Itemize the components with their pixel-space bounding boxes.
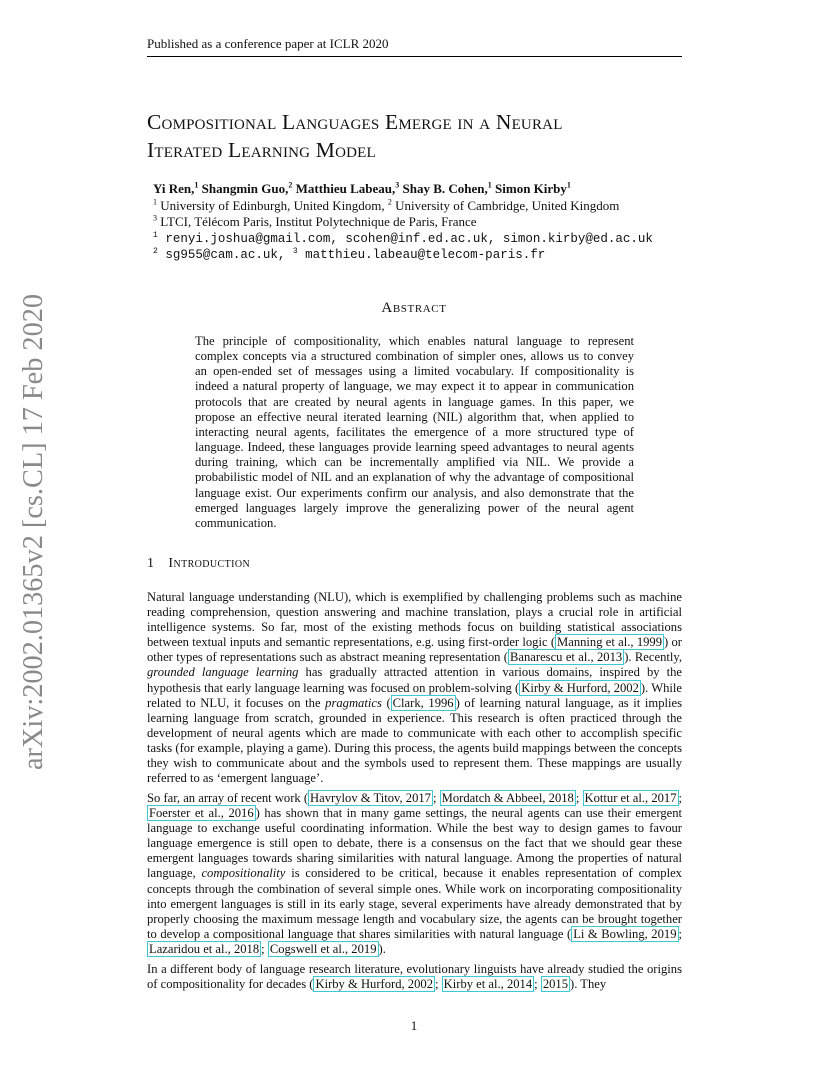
title-line-2: Iterated Learning Model	[147, 138, 376, 162]
abstract-heading: Abstract	[381, 300, 447, 316]
emphasis-text: compositionality	[201, 866, 286, 881]
paragraph-3	[147, 962, 682, 992]
arxiv-stamp	[11, 292, 51, 772]
emphasis-text: pragmatics	[325, 695, 382, 710]
email-text: sg955@cam.ac.uk,	[157, 248, 293, 262]
author-block	[153, 181, 713, 264]
paragraph-text: In a different body of language research literature, evolutionary linguists have already studied the origins of compositionality for decades (	[147, 962, 682, 992]
paragraph-text: So far, an array of recent work (	[147, 791, 309, 805]
emails-line-1	[153, 231, 713, 248]
affiliation-marker: 3	[153, 213, 157, 223]
paragraph-text: Natural language understanding (NLU), which is exemplified by challenging problems such as machine reading comprehension, question answering and machine translation, plays a crucial role in artificial intelligence systems. So far, most of the existing methods focus on building statistical associations between textual inputs and semantic representations, e.g. using first-order logic (	[147, 590, 682, 650]
author-affiliation-marker: 1	[487, 180, 492, 190]
paragraph-text: ).	[378, 941, 386, 956]
author-affiliation-marker: 1	[566, 180, 571, 190]
citation-link[interactable]: Kirby & Hurford, 2002	[521, 680, 639, 695]
citation-link[interactable]: Kirby et al., 2014	[443, 977, 533, 992]
email-marker: 3	[292, 246, 298, 256]
affiliation-text: University of Edinburgh, United Kingdom,	[157, 197, 388, 213]
author-name: Matthieu Labeau,	[292, 181, 396, 196]
citation-link[interactable]: Banarescu et al., 2013	[510, 650, 623, 665]
affiliation-marker: 1	[153, 197, 157, 207]
section-heading-introduction	[147, 556, 250, 572]
citation-link[interactable]: Foerster et al., 2016	[149, 806, 254, 821]
emails-line-2	[153, 247, 713, 264]
paragraph-text: ;	[435, 977, 442, 992]
paragraph-text: ). Recently,	[624, 650, 682, 665]
arxiv-stamp-svg	[11, 292, 51, 772]
paragraph-text: ;	[678, 791, 683, 805]
author-name: Simon Kirby	[491, 181, 567, 196]
paragraph-text: ;	[678, 926, 682, 941]
email-marker: 1	[153, 230, 158, 240]
paragraph-1	[147, 590, 682, 786]
paragraph-text: ) of learning natural language, as it implies learning language from scratch, grounded in experience. This research is often practiced through the development of neural agents which are made to communicate with each other to accomplish specific tasks (for example, playing a game). During this process, the agents build mappings between the concepts they wish to communicate about and the symbols used to represent them. These mappings are usually referred to as ‘emergent language’.	[147, 695, 683, 786]
paragraph-text: ). While related to NLU, it focuses on the	[147, 680, 682, 710]
paragraph-text: is considered to be critical, because it enables representation of complex concepts through the combination of several simple ones. While work on incorporating compositionality into emergent languages is still in its early stage, several experiments have already demonstrated that by properly choosing the maximum message length and vocabulary size, the agents can be brought together to develop a compositional language that shares similarities with natural language (	[147, 866, 682, 941]
email-marker: 2	[153, 246, 158, 256]
paragraph-text: ) has shown that in many game settings, the neural agents can use their emergent language to exchange useful coordinating information. While the best way to design games to favour language emergence is still open to debate, there is a consensus on the fact that we should gear these emergent languages towards sharing similarities with natural language. Among the properties of natural language,	[147, 806, 683, 881]
citation-link[interactable]: Havrylov & Titov, 2017	[310, 791, 431, 805]
affiliation-text: LTCI, Télécom Paris, Institut Polytechnique de Paris, France	[157, 214, 477, 229]
citation-link[interactable]: Mordatch & Abbeel, 2018	[441, 791, 574, 805]
author-name: Shay B. Cohen,	[399, 181, 488, 196]
paragraph-2	[147, 791, 682, 957]
citation-link[interactable]: Clark, 1996	[392, 695, 454, 710]
affiliation-2	[153, 214, 713, 231]
author-affiliation-marker: 2	[288, 180, 293, 190]
affiliation-1	[153, 198, 713, 215]
affiliation-marker: 2	[387, 197, 392, 207]
author-name: Shangmin Guo,	[198, 181, 289, 196]
abstract-text: The principle of compositionality, which enables natural language to represent complex concepts via a structured combination of simpler ones, allows us to convey an open-ended set of messages using a limited vocabulary. If compositionality is indeed a natural property of language, we may expect it to appear in communication protocols that are created by neural agents in language games. In this paper, we propose an effective neural iterated learning (NIL) algorithm that, when applied to interacting neural agents, facilitates the emergence of a more structured type of language. Indeed, these languages provide learning speed advantages to neural agents during training, which can be incrementally amplified via NIL. We provide a probabilistic model of NIL and an explanation of why the advantage of compositional language exist. Our experiments confirm our analysis, and also demonstrate that the emerged languages largely improve the generalizing power of the neural agent communication.	[195, 334, 634, 530]
author-affiliation-marker: 1	[194, 180, 199, 190]
citation-link[interactable]: Kottur et al., 2017	[584, 791, 677, 805]
email-text: matthieu.labeau@telecom-paris.fr	[297, 248, 546, 262]
paragraph-text: ) or other types of representations such as abstract meaning representation (	[147, 635, 682, 665]
emphasis-text: grounded language learning	[147, 665, 299, 680]
paragraph-text: ;	[575, 791, 583, 805]
citation-link[interactable]: Kirby & Hurford, 2002	[315, 977, 433, 992]
paragraph-text: has gradually attracted attention in various domains, inspired by the hypothesis that early language learning was focused on problem-solving (	[147, 665, 682, 695]
running-header: Published as a conference paper at ICLR 2020	[147, 36, 682, 57]
paragraph-text: ;	[534, 977, 541, 992]
paper-title	[147, 108, 707, 164]
citation-link[interactable]: Manning et al., 1999	[557, 635, 663, 650]
paragraph-text: ;	[261, 941, 268, 956]
author-affiliation-marker: 3	[395, 180, 400, 190]
citation-link[interactable]: Lazaridou et al., 2018	[149, 941, 260, 956]
paragraph-text: (	[381, 695, 391, 710]
page-number: 1	[410, 1018, 418, 1033]
section-title: Introduction	[168, 556, 251, 571]
paragraph-text: ;	[432, 791, 440, 805]
section-number: 1	[147, 556, 155, 571]
citation-link[interactable]: 2015	[542, 977, 568, 992]
author-name: Yi Ren,	[153, 181, 195, 196]
citation-link[interactable]: Cogswell et al., 2019	[269, 941, 377, 956]
paragraph-text: ). They	[570, 977, 607, 992]
title-line-1: Compositional Languages Emerge in a Neural	[147, 110, 563, 134]
affiliation-text: University of Cambridge, United Kingdom	[391, 197, 620, 213]
citation-link[interactable]: Li & Bowling, 2019	[573, 926, 677, 941]
author-names	[153, 181, 713, 198]
email-text: renyi.joshua@gmail.com, scohen@inf.ed.ac.uk, simon.kirby@ed.ac.uk	[157, 231, 653, 246]
arxiv-stamp-text: arXiv:2002.01365v2 [cs.CL] 17 Feb 2020	[18, 298, 49, 770]
